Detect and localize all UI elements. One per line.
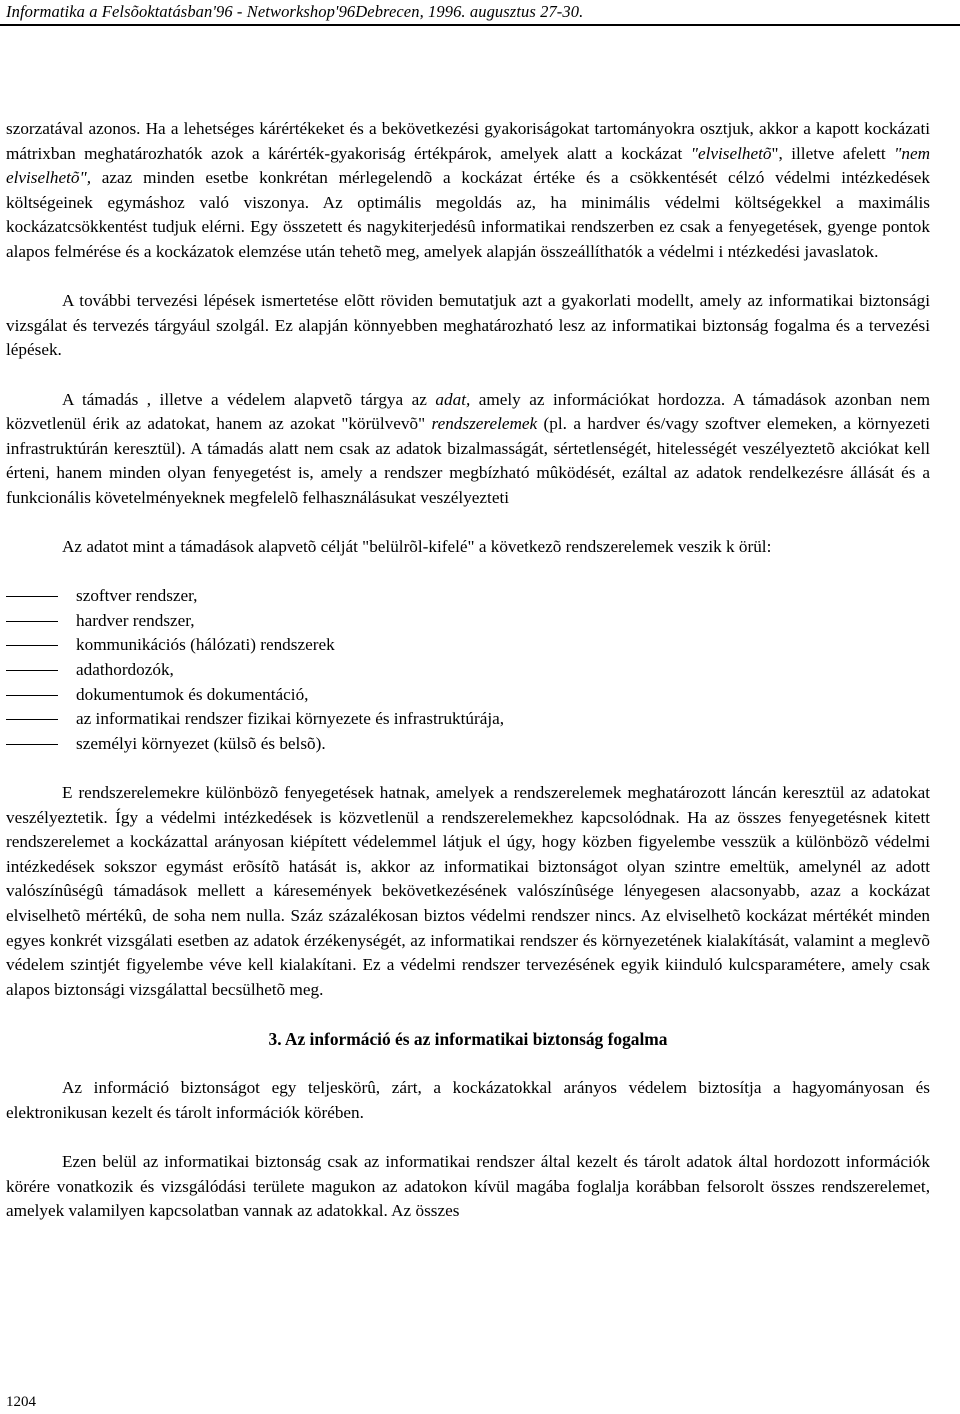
list-item: kommunikációs (hálózati) rendszerek (6, 633, 930, 658)
dash-bullet (6, 596, 58, 597)
p3-italic-data: adat, (435, 389, 471, 409)
dash-bullet (6, 744, 58, 745)
p3-text-c: amely az információkat hordozza. A támadások azonban nem közvetlenül érik az adatokat, hanem az azokat "körülvevõ" (6, 389, 930, 434)
p3-text-a: A támadás , illetve a védelem alapvetõ tárgya az (62, 389, 436, 409)
paragraph-model-intro: A további tervezési lépések ismertetése elõtt röviden bemutatjuk azt a gyakorlati modellt, amely az informatikai biztonsági vizsgálat és tervezés tárgyául szolgál. Ez alapján könnyebben meghatározható lesz az informatikai biztonság fogalma és a tervezési lépések. (6, 291, 930, 360)
section-heading: 3. Az információ és az informatikai biztonság fogalma (268, 1028, 668, 1049)
paragraph-risk-matrix (6, 117, 930, 265)
page-body (6, 117, 930, 1224)
paragraph-list-intro: Az adatot mint a támadások alapvetõ célját "belülrõl-kifelé" a következõ rendszerelemek veszik k örül: (62, 537, 772, 557)
dash-bullet (6, 621, 58, 622)
p1-text-e: azaz minden esetbe konkrétan mérlegelendõ a kockázat értéke és a csökkentését célzó védelmi intézkedések költségeinek egymáshoz való viszonya. Az optimális megoldás az, ha minimális védelmi költségekkel a maximális kockázatcsökkentést tudjuk elérni. Egy összetett és nagykiterjedésû informatikai rendszerben ez csak a fenyegetések, gyenge pontok alapos felmérése és a kockázatok elemzése után tehetõ meg, amelyek alapján összeállíthatók a védelmi i ntézkedési javaslatok. (6, 168, 930, 261)
header-rule (0, 24, 960, 26)
paragraph-attack-object (6, 388, 930, 511)
p3-text-e: (pl. a hardver és/vagy szoftver elemeken, a környezeti infrastruktúrán keresztül). A támadás alatt nem csak az adatok bizalmasságát, sértetlenségét, hitelességét veszélyeztetõ akciókat kell érteni, hanem minden olyan fenyegetést is, amely a rendszer megbízható mûködését, ezáltal az adatok rendelkezésre állását és a funkcionális követelményeknek megfelelõ felhasználásukat veszélyezteti (6, 414, 930, 507)
p1-text-c: ", illetve afelett (771, 143, 895, 163)
list-item: személyi környezet (külsõ és belsõ). (6, 732, 930, 757)
p1-italic-tolerable: "elviselhetõ (690, 143, 772, 163)
dash-bullet (6, 645, 58, 646)
page-number: 1204 (6, 1394, 36, 1410)
list-item: hardver rendszer, (6, 609, 930, 634)
running-header: Informatika a Felsõoktatásban'96 - Networkshop'96Debrecen, 1996. augusztus 27-30. (6, 2, 584, 21)
system-elements-list (6, 584, 930, 756)
p1-italic-not-tolerable: "nem elviselhetõ", (6, 143, 930, 188)
dash-bullet (6, 719, 58, 720)
paragraph-threat-chain: E rendszerelemekre különbözõ fenyegetések hatnak, amelyek a rendszerelemek meghatározott láncán keresztül az adatokat veszélyeztetik. Így a védelmi intézkedések is közvetlenül a rendszerelemekhez kapcsolódnak. Ha az összes fenyegetésnek kitett rendszerelemet a kockázattal arányosan kiépített védelemmel látjuk el úgy, hogy közben figyelembe vesszük a különbözõ védelmi intézkedések sokszor egymást erõsítõ hatását is, akkor az informatikai biztonságot olyan szintre emeltük, amelynél az adott valószínûségû támadások mellett a káresemények bekövetkezésének valószínûsége lényegesen alacsonyabb, azaz a kockázat elviselhetõ mértékû, de soha nem nulla. Száz százalékosan biztos védelmi rendszer nincs. Az elviselhetõ kockázat mértékét minden egyes konkrét vizsgálati esetben az adatok érzékenységét, az informatikai rendszer és környezetének kialakítását, valamint a meglevõ védelem szintjét figyelembe véve kell kialakítani. Ez a védelmi rendszer tervezésének egyik kiinduló kulcsparamétere, amely csak alapos biztonsági vizsgálattal becsülhetõ meg. (6, 783, 930, 999)
p3-italic-system-elements: rendszerelemek (431, 414, 538, 434)
list-item: dokumentumok és dokumentáció, (6, 683, 930, 708)
list-item: adathordozók, (6, 658, 930, 683)
dash-bullet (6, 695, 58, 696)
p1-text-a: szorzatával azonos. Ha a lehetséges kárértékeket és a bekövetkezési gyakoriságokat tartományokra osztjuk, akkor a kapott kockázati mátrixban meghatározhatók azok a kárérték-gyakoriság értékpárok, amelyek alatt a kockázat (6, 119, 930, 163)
paragraph-information-security: Az információ biztonságot egy teljeskörû, zárt, a kockázatokkal arányos védelem biztosítja a hagyományosan és elektronikusan kezelt és tárolt információk körében. (6, 1078, 930, 1122)
list-item: szoftver rendszer, (6, 584, 930, 609)
dash-bullet (6, 670, 58, 671)
paragraph-it-security-scope: Ezen belül az informatikai biztonság csak az informatikai rendszer által kezelt és tárolt adatok által hordozott információk körére vonatkozik és vizsgálódási területe magukon az adatokon kívül magába foglalja korábban felsorolt összes rendszerelemet, amelyek valamilyen kapcsolatban vannak az adatokkal. Az összes (6, 1151, 930, 1221)
list-item: az informatikai rendszer fizikai környezete és infrastruktúrája, (6, 707, 930, 732)
